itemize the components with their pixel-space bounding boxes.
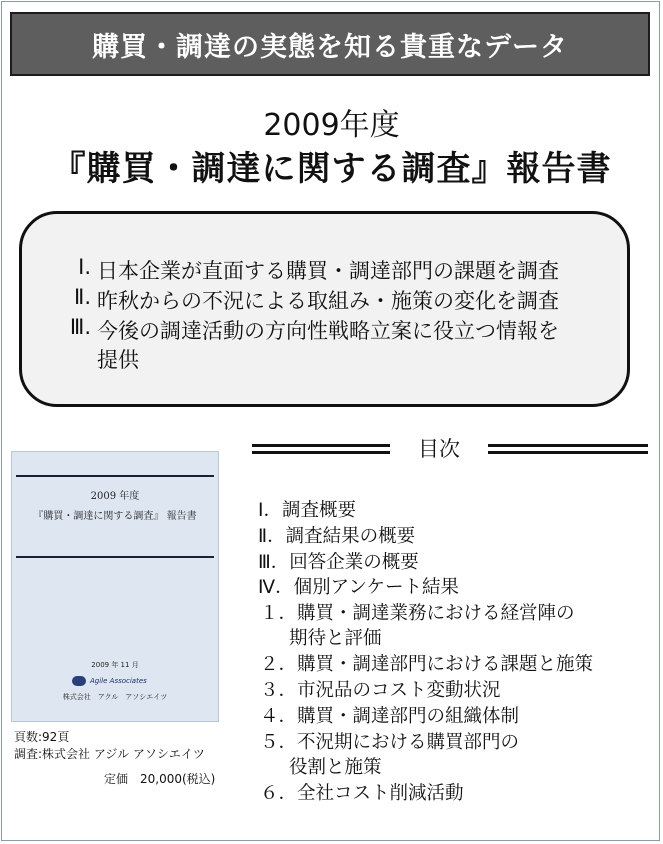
toc-subsection-continuation: 役割と施策 [289,757,382,778]
toc-subsection: １．購買・調達業務における経営陣の [260,603,575,624]
cover-year: 2009 年度 [90,491,140,502]
summary-item-text: 日本企業が直面する購買・調達部門の課題を調査 [97,259,559,283]
toc-subsection: ５．不況期における購買部門の [260,732,520,753]
surveyor: 調査:株式会社 アジル アソシエイツ [14,747,205,761]
banner-text: 購買・調達の実態を知る貴重なデータ [92,31,568,63]
company-logo [72,674,160,687]
summary-box [19,211,630,407]
toc-subsection: ６．全社コスト削減活動 [260,783,464,804]
report-cover-image [11,451,219,722]
banner [10,12,650,76]
cover-rule-bottom [16,556,214,558]
toc-rule-right [488,444,648,454]
price: 定価 20,000(税込) [104,772,216,786]
toc-rule-left [252,444,390,454]
toc-subsection: ３．市況品のコスト変動状況 [260,680,501,701]
toc-section: Ⅲ．回答企業の概要 [258,552,419,573]
summary-item-mark: Ⅲ. [69,315,91,339]
logo-mark-icon [72,676,86,686]
toc-subsection: ４．購買・調達部門の組織体制 [260,706,520,727]
summary-item-text: 提供 [97,348,139,372]
toc-section: Ⅳ．個別アンケート結果 [258,577,459,598]
page-count: 頁数:92頁 [14,730,70,744]
toc-section: Ⅱ．調査結果の概要 [258,526,416,547]
toc-subsection-continuation: 期待と評価 [289,628,382,649]
toc-heading [252,432,648,468]
summary-item-mark: Ⅰ. [78,255,91,279]
report-title: 『購買・調達に関する調査』報告書 [51,149,612,189]
toc-subsection: ２．購買・調達部門における課題と施策 [260,654,594,675]
report-year: 2009年度 [263,108,400,143]
cover-rule-top [16,475,214,477]
summary-item-text: 今後の調達活動の方向性戦略立案に役立つ情報を [97,319,559,343]
cover-title: 『購買・調達に関する調査』 報告書 [33,511,197,522]
summary-item-text: 昨秋からの不況による取組み・施策の変化を調査 [97,289,559,313]
summary-item-mark: Ⅱ. [73,285,91,309]
cover-company: 株式会社 アクル アソシエイツ [62,693,168,701]
toc-title: 目次 [418,437,460,461]
cover-date: 2009 年 11 月 [91,661,139,669]
logo-text: Agile Associates [90,676,147,685]
toc-section: Ⅰ．調査概要 [258,500,356,521]
